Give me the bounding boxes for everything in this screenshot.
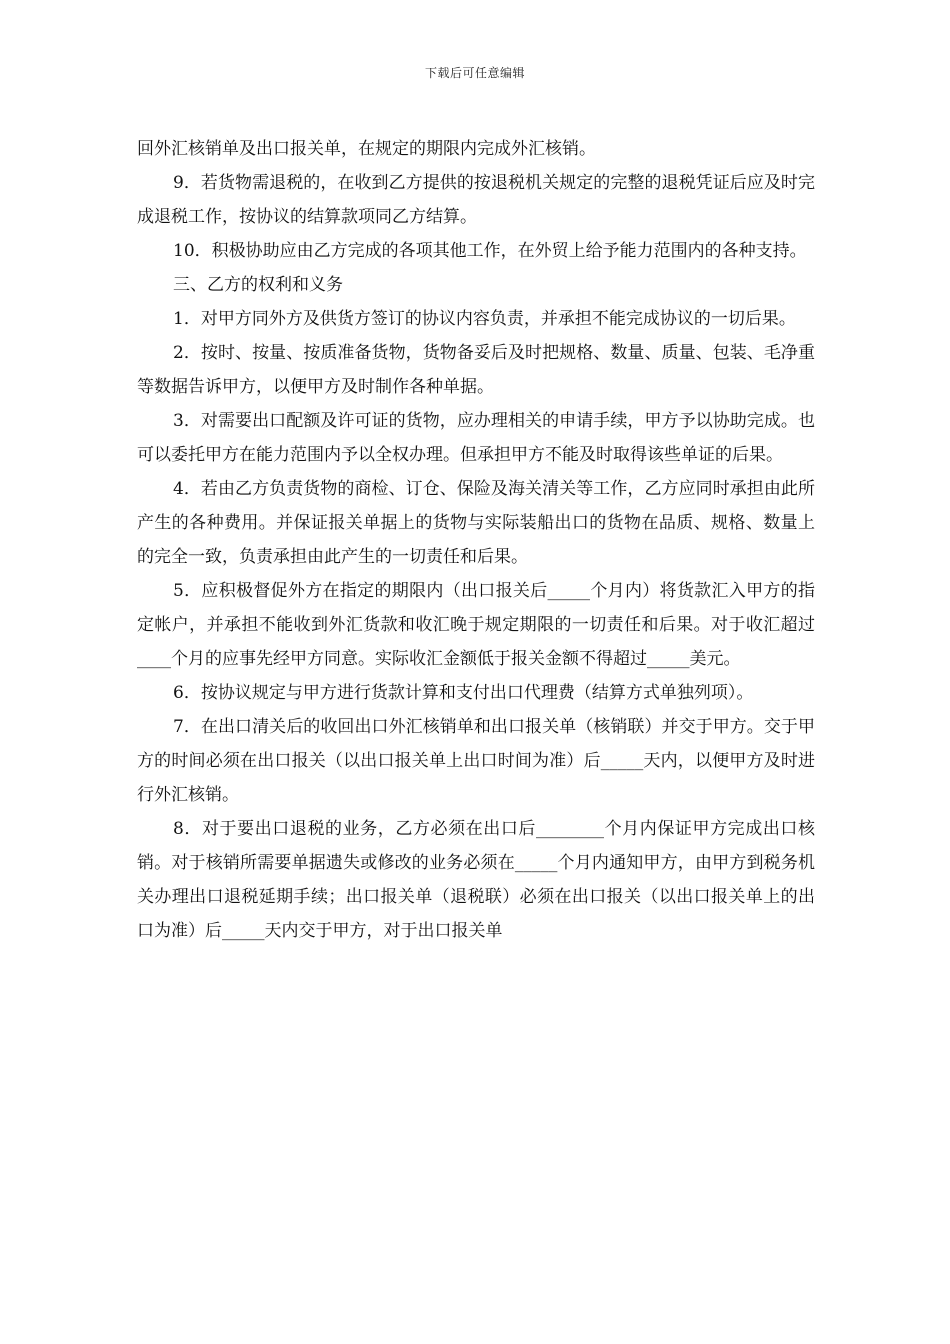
fill-in-blank: ________ xyxy=(536,819,605,839)
paragraph-item-b8 xyxy=(137,812,815,948)
paragraph-item-b1 xyxy=(137,302,815,336)
paragraph-text: 天内，以便甲方及时进行外汇核销。 xyxy=(137,751,816,805)
paragraph-text: 2．按时、按量、按质准备货物，货物备妥后及时把规格、数量、质量、包装、毛净重等数据告诉甲方，以便甲方及时制作各种单据。 xyxy=(137,343,815,397)
paragraph-item-b5 xyxy=(137,574,815,676)
paragraph-text: 8．对于要出口退税的业务，乙方必须在出口后 xyxy=(173,819,537,839)
paragraph-text: 回外汇核销单及出口报关单，在规定的期限内完成外汇核销。 xyxy=(137,139,596,159)
paragraph-item-b3 xyxy=(137,404,815,472)
fill-in-blank: _____ xyxy=(547,581,591,601)
fill-in-blank: _____ xyxy=(647,649,690,669)
paragraph-text: 4．若由乙方负责货物的商检、订仓、保险及海关清关等工作，乙方应同时承担由此所产生的各种费用。并保证报关单据上的货物与实际装船出口的货物在品质、规格、数量上的完全一致，负责承担由此产生的一切责任和后果。 xyxy=(137,479,815,567)
paragraph-continuation xyxy=(137,132,815,166)
paragraph-text: 10．积极协助应由乙方完成的各项其他工作，在外贸上给予能力范围内的各种支持。 xyxy=(173,241,807,261)
fill-in-blank: _____ xyxy=(222,921,265,941)
paragraph-item-b7 xyxy=(137,710,815,812)
section-heading-3 xyxy=(137,268,815,302)
paragraph-text: 美元。 xyxy=(689,649,741,669)
paragraph-text: 1．对甲方同外方及供货方签订的协议内容负责，并承担不能完成协议的一切后果。 xyxy=(173,309,796,329)
document-body xyxy=(137,132,815,948)
paragraph-item-10 xyxy=(137,234,815,268)
paragraph-text: 天内交于甲方，对于出口报关单 xyxy=(264,921,503,941)
fill-in-blank: ____ xyxy=(137,649,171,669)
paragraph-text: 个月内通知甲方，由甲方到税务机关办理出口退税延期手续；出口报关单（退税联）必须在出口报关（以出口报关单上的出口为准）后 xyxy=(137,853,816,941)
paragraph-item-b6 xyxy=(137,676,815,710)
paragraph-text: 个月内保证甲方完成出口核销。对于核销所需要单据遗失或修改的业务必须在 xyxy=(137,819,815,873)
paragraph-text: 3．对需要出口配额及许可证的货物，应办理相关的申请手续，甲方予以协助完成。也可以委托甲方在能力范围内予以全权办理。但承担甲方不能及时取得该些单证的后果。 xyxy=(137,411,815,465)
paragraph-text: 6．按协议规定与甲方进行货款计算和支付出口代理费（结算方式单独列项）。 xyxy=(173,683,754,703)
paragraph-text: 9．若货物需退税的，在收到乙方提供的按退税机关规定的完整的退税凭证后应及时完成退税工作，按协议的结算款项同乙方结算。 xyxy=(137,173,815,227)
section-heading-text: 三、乙方的权利和义务 xyxy=(173,275,343,295)
fill-in-blank: _____ xyxy=(514,853,558,873)
paragraph-item-b4 xyxy=(137,472,815,574)
fill-in-blank: _____ xyxy=(600,751,644,771)
paragraph-item-9 xyxy=(137,166,815,234)
paragraph-text: 5．应积极督促外方在指定的期限内（出口报关后 xyxy=(173,581,548,601)
paragraph-item-b2 xyxy=(137,336,815,404)
page-header: 下载后可任意编辑 xyxy=(424,66,525,80)
paragraph-text: 个月内）将货款汇入甲方的指定帐户，并承担不能收到外汇货款和收汇晚于规定期限的一切责任和后果。对于收汇超过 xyxy=(137,581,815,635)
paragraph-text: 7．在出口清关后的收回出口外汇核销单和出口报关单（核销联）并交于甲方。交于甲方的时间必须在出口报关（以出口报关单上出口时间为准）后 xyxy=(137,717,815,771)
paragraph-text: 个月的应事先经甲方同意。实际收汇金额低于报关金额不得超过 xyxy=(171,649,647,669)
